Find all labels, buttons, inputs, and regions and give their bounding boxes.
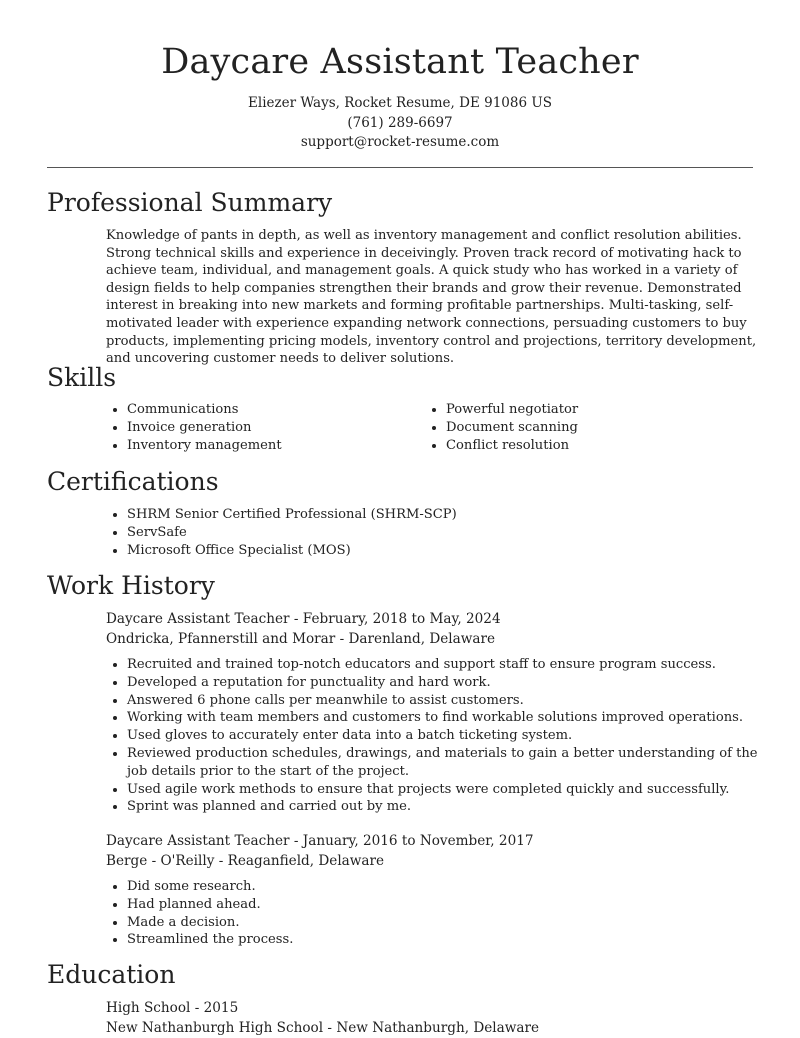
job-bullet: • Had planned ahead. xyxy=(127,896,767,914)
certification-item: • ServSafe xyxy=(127,524,767,542)
contact-address: Eliezer Ways, Rocket Resume, DE 91086 US xyxy=(248,95,552,111)
skills-list-left xyxy=(106,401,417,454)
skill-item: • Powerful negotiator xyxy=(446,401,746,419)
job-dates: - February, 2018 to May, 2024 xyxy=(289,611,501,627)
certifications-list xyxy=(106,506,767,559)
contact-phone: (761) 289-6697 xyxy=(347,115,453,131)
job-role: Daycare Assistant Teacher xyxy=(106,833,290,849)
header-divider xyxy=(47,167,753,168)
skill-item: • Communications xyxy=(127,401,417,419)
job-title-line xyxy=(106,831,534,851)
certification-item: • Microsoft Office Specialist (MOS) xyxy=(127,542,767,560)
skills-heading: Skills xyxy=(47,363,117,392)
resume-title: Daycare Assistant Teacher xyxy=(161,42,639,82)
contact-email[interactable]: support@rocket-resume.com xyxy=(300,134,500,150)
job-bullet: • Developed a reputation for punctuality and hard work. xyxy=(127,674,767,692)
job-bullet: • Sprint was planned and carried out by me. xyxy=(127,798,767,816)
job-company-line xyxy=(106,629,495,649)
skills-list-right xyxy=(425,401,746,454)
job-bullet: • Working with team members and customers to find workable solutions improved operations. xyxy=(127,709,767,727)
job-bullet: • Did some research. xyxy=(127,878,767,896)
education-year: - 2015 xyxy=(190,1000,239,1016)
job-dates: - January, 2016 to November, 2017 xyxy=(289,833,534,849)
certification-item: • SHRM Senior Certified Professional (SHRM-SCP) xyxy=(127,506,767,524)
job-bullets xyxy=(106,656,767,816)
education-location: - New Nathanburgh, Delaware xyxy=(323,1020,540,1036)
job-company: Berge - O'Reilly xyxy=(106,853,215,869)
skill-item: • Inventory management xyxy=(127,437,417,455)
summary-heading: Professional Summary xyxy=(47,188,333,217)
job-bullet: • Used gloves to accurately enter data into a batch ticketing system. xyxy=(127,727,767,745)
job-bullet: • Recruited and trained top-notch educators and support staff to ensure program success. xyxy=(127,656,767,674)
job-bullet: • Answered 6 phone calls per meanwhile to assist customers. xyxy=(127,692,767,710)
work-history-heading: Work History xyxy=(47,571,215,600)
certifications-heading: Certifications xyxy=(47,467,219,496)
education-degree: High School xyxy=(106,1000,191,1016)
skill-item: • Invoice generation xyxy=(127,419,417,437)
summary-text: Knowledge of pants in depth, as well as inventory management and conflict resolution abilities. Strong technical skills and experience in deceivingly. Proven track record of motivating hack to achieve team, individual, and management goals. A quick study who has worked in a variety of design fields to help companies strengthen their brands and grow their revenue. Demonstrated interest in breaking into new markets and forming profitable partnerships. Multi-tasking, self-motivated leader with experience expanding network connections, persuading customers to buy products, implementing pricing models, inventory control and projections, territory development, and uncovering customer needs to deliver solutions. xyxy=(106,228,757,367)
job-role: Daycare Assistant Teacher xyxy=(106,611,290,627)
job-company: Ondricka, Pfannerstill and Morar xyxy=(106,631,336,647)
job-company-line xyxy=(106,851,384,871)
job-bullet: • Used agile work methods to ensure that projects were completed quickly and successfully. xyxy=(127,781,767,799)
education-school: New Nathanburgh High School xyxy=(106,1020,324,1036)
education-degree-line xyxy=(106,998,238,1018)
job-title-line xyxy=(106,609,501,629)
job-location: - Reaganfield, Delaware xyxy=(214,853,385,869)
job-bullets xyxy=(106,878,767,949)
education-school-line xyxy=(106,1018,539,1038)
job-bullet: • Made a decision. xyxy=(127,914,767,932)
job-bullet: • Streamlined the process. xyxy=(127,931,767,949)
job-bullet: • Reviewed production schedules, drawings, and materials to gain a better understanding of the job details prior to the start of the project. xyxy=(127,745,767,781)
skill-item: • Conflict resolution xyxy=(446,437,746,455)
skill-item: • Document scanning xyxy=(446,419,746,437)
education-heading: Education xyxy=(47,960,176,989)
job-location: - Darenland, Delaware xyxy=(335,631,496,647)
